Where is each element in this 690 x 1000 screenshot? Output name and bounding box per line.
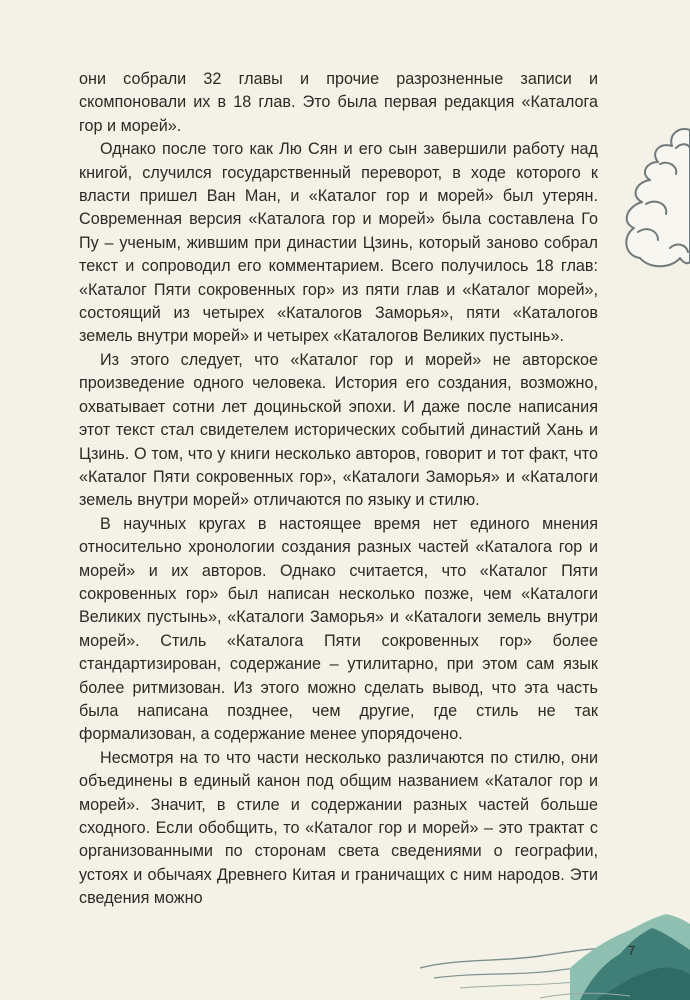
mountains-icon bbox=[420, 880, 690, 1000]
paragraph-4: В научных кругах в настоящее время нет единого мнения относительно хронологии создания разных частей «Каталога гор и морей» и их авторов. Однако считается, что «Каталог Пяти сокровенных гор» был написан несколько позже, чем «Каталоги Великих пустынь», «Каталоги Заморья» и «Каталоги земель внутри морей». Стиль «Каталога Пяти сокровенных гор» более стандартизирован, содержание – утилитарно, при этом сам язык более ритмизован. Из этого можно сделать вывод, что эта часть была написана позднее, чем другие, где стиль не так формализован, а содержание менее упорядочено. bbox=[79, 514, 598, 744]
page-number: 7 bbox=[628, 943, 636, 958]
paragraph-5: Несмотря на то что части несколько различаются по стилю, они объединены в единый канон под общим названием «Каталог гор и морей». Значит, в стиле и содержании разных частей больше сходного. Если обобщить, то «Каталог гор и морей» – это трактат с организованными по сторонам света сведениями о географии, устоях и обычаях Древнего Китая и граничащих с ним народов. Эти сведения можно bbox=[79, 748, 598, 908]
cloud-icon bbox=[610, 108, 690, 284]
paragraph-1: они собрали 32 главы и прочие разрозненные записи и скомпоновали их в 18 глав. Это была первая редакция «Каталога гор и морей». bbox=[79, 70, 598, 135]
paragraph-3: Из этого следует, что «Каталог гор и морей» не авторское произведение одного человека. История его создания, возможно, охватывает сотни лет доциньской эпохи. И даже после написания этот текст стал свидетелем исторических событий династий Хань и Цзинь. О том, что у книги несколько авторов, говорит и тот факт, что «Каталог Пяти сокровенных гор», «Каталоги Заморья» и «Каталоги земель внутри морей» отличаются по языку и стилю. bbox=[79, 350, 598, 510]
paragraph-2: Однако после того как Лю Сян и его сын завершили работу над книгой, случился государственный переворот, в ходе которого к власти пришел Ван Ман, и «Каталог гор и морей» был утерян. Современная версия «Каталога гор и морей» была составлена Го Пу – ученым, жившим при династии Цзинь, который заново собрал текст и сопроводил его комментарием. Всего получилось 18 глав: «Каталог Пяти сокровенных гор» из пяти глав и «Каталог морей», состоящий из четырех «Каталогов Заморья», пяти «Каталогов земель внутри морей» и четырех «Каталогов Великих пустынь». bbox=[79, 140, 598, 346]
text-body bbox=[79, 68, 598, 911]
